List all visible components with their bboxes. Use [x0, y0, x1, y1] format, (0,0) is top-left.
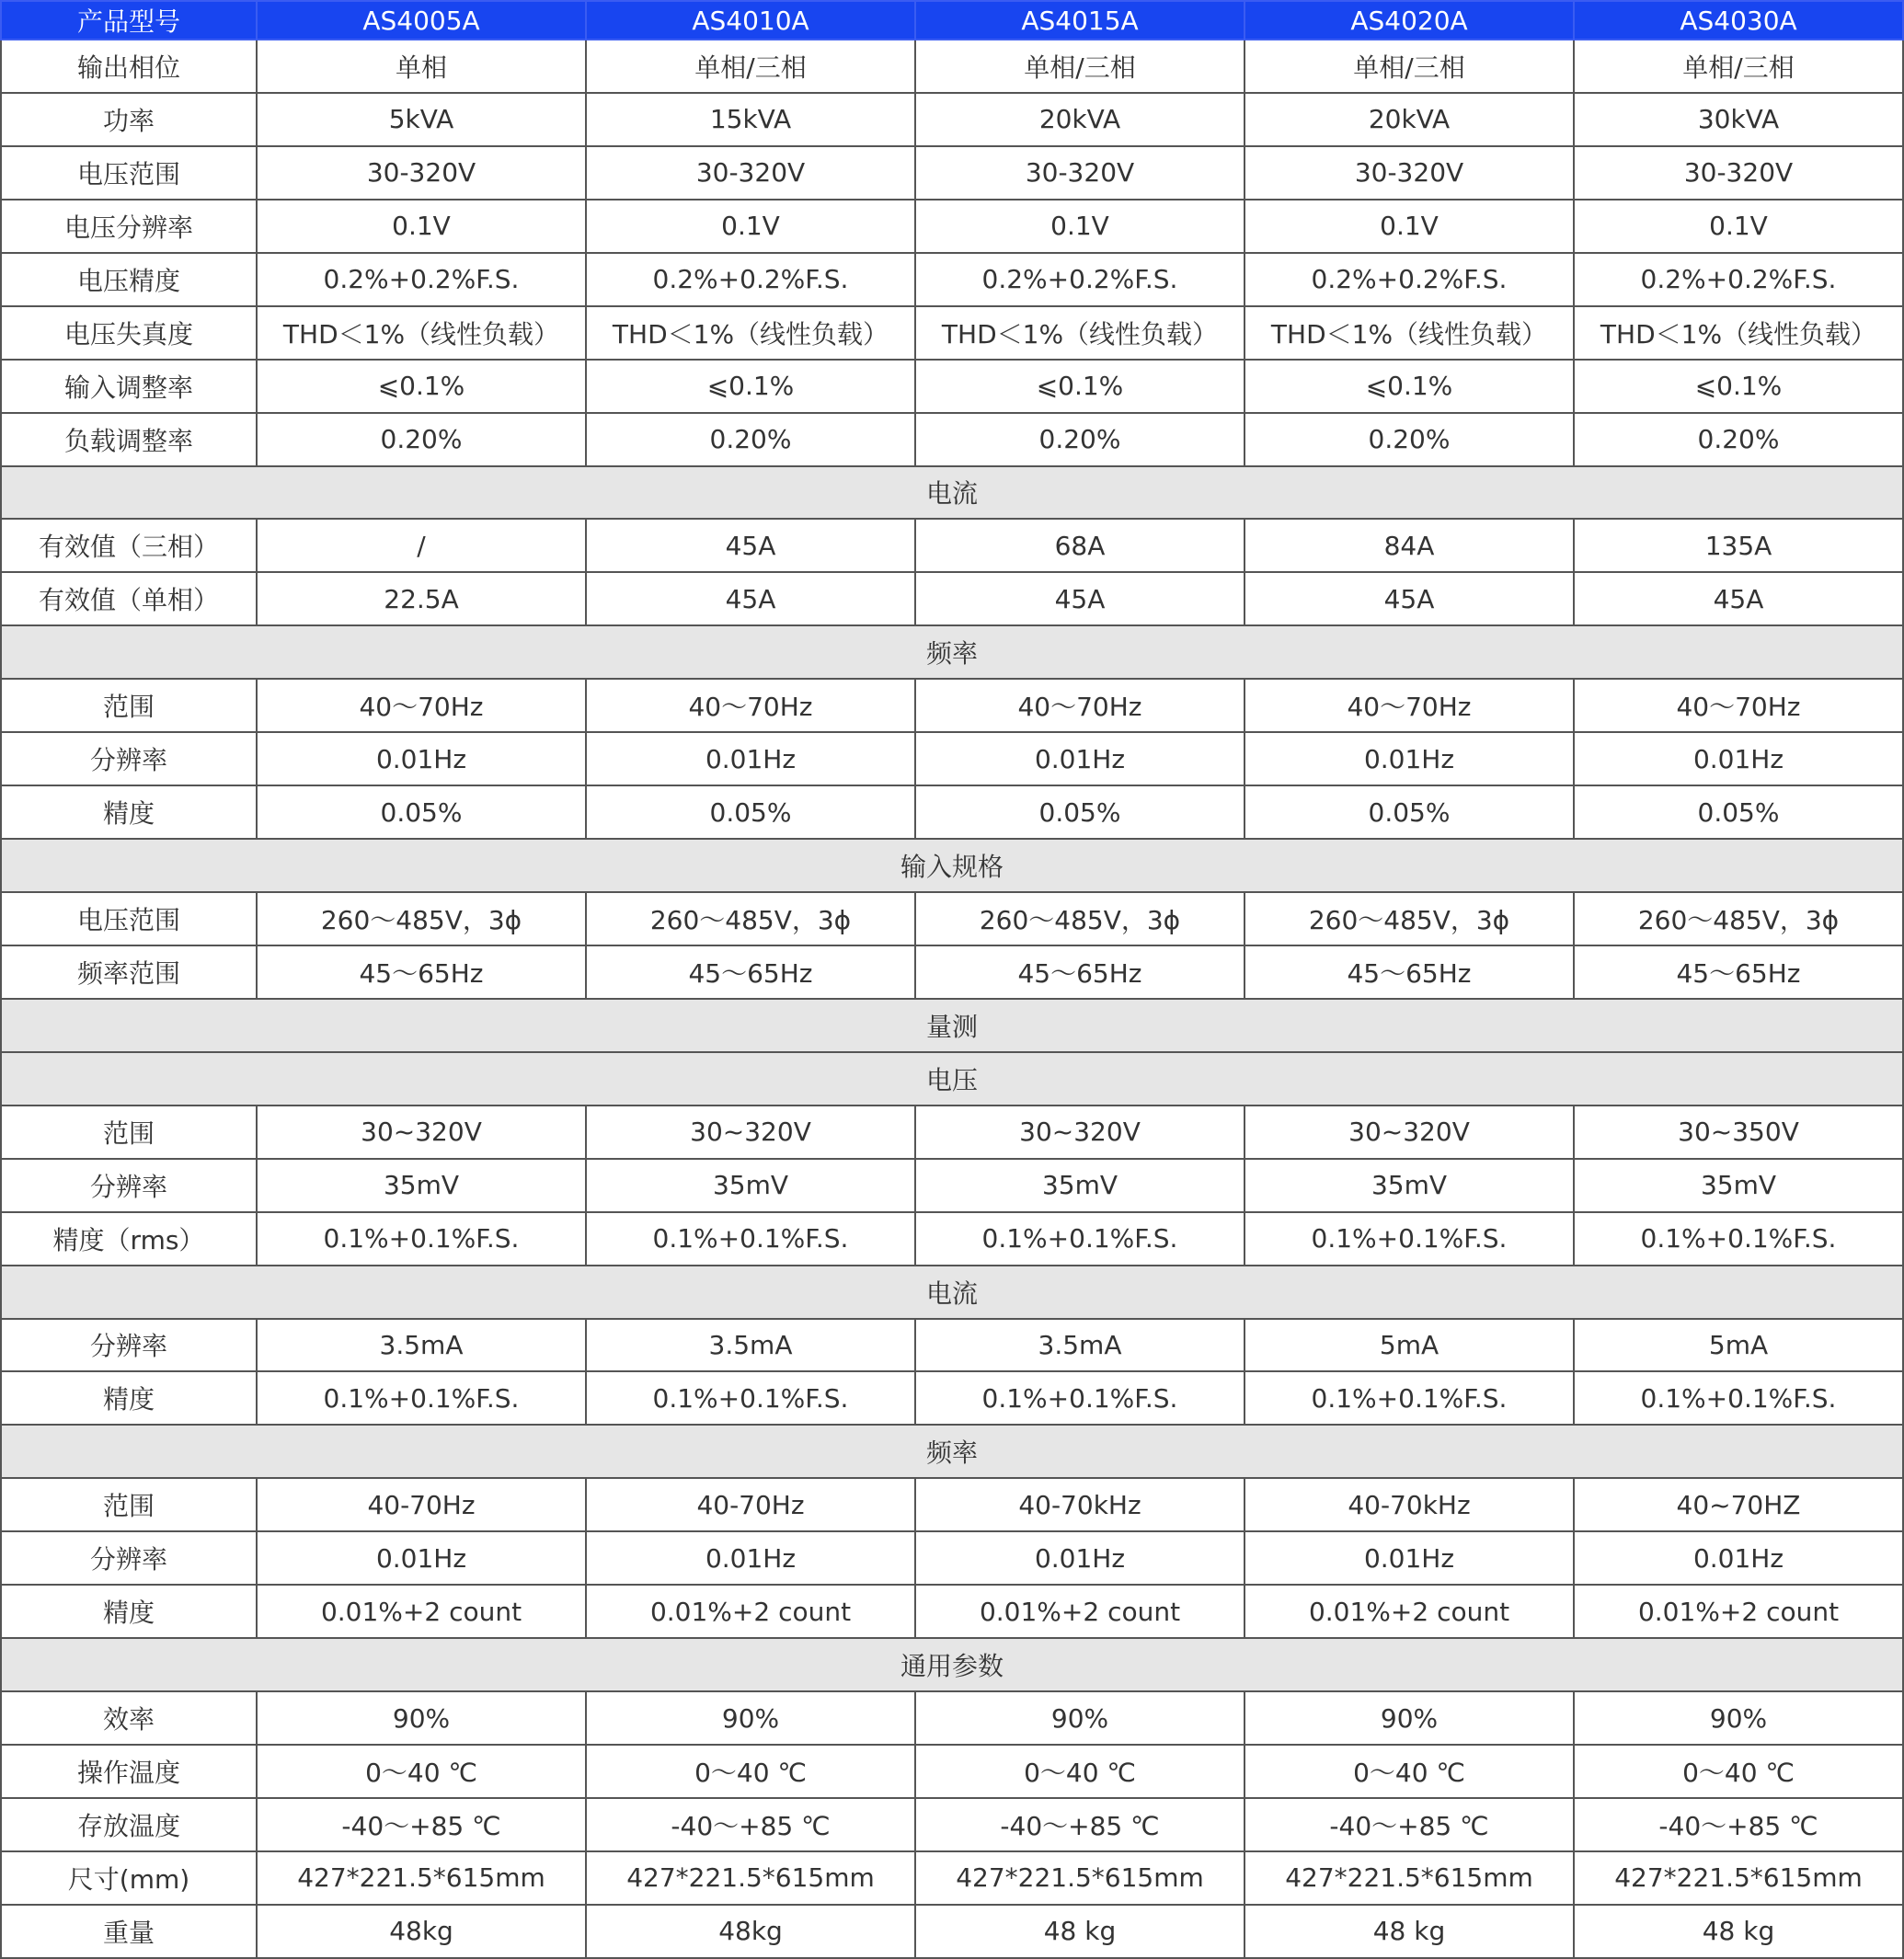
table-cell: 0.1%+0.1%F.S.	[1244, 1371, 1574, 1425]
table-cell: 45～65Hz	[586, 945, 915, 999]
row-label: 输出相位	[1, 40, 257, 93]
row-label: 尺寸(mm)	[1, 1851, 257, 1905]
table-row	[1, 1905, 1903, 1958]
table-cell: 30~320V	[915, 1106, 1244, 1159]
table-cell: 0～40 ℃	[257, 1745, 586, 1798]
table-cell: 0.01Hz	[257, 732, 586, 785]
table-row	[1, 519, 1903, 572]
table-row	[1, 360, 1903, 413]
table-cell: 48kg	[257, 1905, 586, 1958]
table-cell: -40～+85 ℃	[257, 1798, 586, 1851]
table-row	[1, 1745, 1903, 1798]
table-cell: 0.1%+0.1%F.S.	[915, 1371, 1244, 1425]
table-cell: 45A	[915, 572, 1244, 625]
table-cell: 0～40 ℃	[1244, 1745, 1574, 1798]
table-cell: 40-70Hz	[586, 1478, 915, 1531]
table-cell: 427*221.5*615mm	[257, 1851, 586, 1905]
table-cell: 3.5mA	[586, 1319, 915, 1372]
table-cell: THD＜1%（线性负载）	[257, 306, 586, 360]
table-cell: 15kVA	[586, 93, 915, 146]
table-cell: 40～70Hz	[257, 679, 586, 732]
table-cell: 48 kg	[1244, 1905, 1574, 1958]
table-row	[1, 1691, 1903, 1745]
table-cell: 45A	[1574, 572, 1903, 625]
table-cell: 45A	[1244, 572, 1574, 625]
table-cell: 0.2%+0.2%F.S.	[586, 253, 915, 306]
table-cell: 5mA	[1244, 1319, 1574, 1372]
table-cell: 0.01Hz	[1574, 732, 1903, 785]
table-cell: 30-320V	[1574, 146, 1903, 200]
table-cell: ⩽0.1%	[586, 360, 915, 413]
table-cell: 0.01Hz	[1244, 1531, 1574, 1585]
table-cell: 0.1V	[1574, 200, 1903, 253]
table-row	[1, 93, 1903, 146]
table-row	[1, 945, 1903, 999]
table-cell: 3.5mA	[257, 1319, 586, 1372]
row-label: 有效值（单相）	[1, 572, 257, 625]
table-cell: 35mV	[257, 1159, 586, 1212]
table-cell: -40～+85 ℃	[915, 1798, 1244, 1851]
table-row	[1, 413, 1903, 466]
table-cell: 单相/三相	[1574, 40, 1903, 93]
table-cell: 0.2%+0.2%F.S.	[257, 253, 586, 306]
table-cell: 0.01Hz	[586, 1531, 915, 1585]
row-label: 电压精度	[1, 253, 257, 306]
table-cell: 90%	[915, 1691, 1244, 1745]
section-row	[1, 1425, 1903, 1478]
table-cell: ⩽0.1%	[915, 360, 1244, 413]
table-cell: ⩽0.1%	[1244, 360, 1574, 413]
table-cell: THD＜1%（线性负载）	[1244, 306, 1574, 360]
table-cell: 0.01Hz	[586, 732, 915, 785]
table-cell: 48 kg	[1574, 1905, 1903, 1958]
table-row	[1, 40, 1903, 93]
table-cell: 0.20%	[1244, 413, 1574, 466]
table-cell: 68A	[915, 519, 1244, 572]
table-cell: 135A	[1574, 519, 1903, 572]
table-cell: 0.01Hz	[1574, 1531, 1903, 1585]
table-cell: 427*221.5*615mm	[915, 1851, 1244, 1905]
row-label: 范围	[1, 679, 257, 732]
table-row	[1, 679, 1903, 732]
row-label: 精度	[1, 785, 257, 839]
table-cell: 260～485V，3ϕ	[257, 892, 586, 945]
table-header	[1, 1, 1903, 40]
row-label: 分辨率	[1, 732, 257, 785]
row-label: 分辨率	[1, 1531, 257, 1585]
table-cell: 3.5mA	[915, 1319, 1244, 1372]
section-title: 频率	[1, 1425, 1903, 1478]
table-cell: 22.5A	[257, 572, 586, 625]
table-cell: 48kg	[586, 1905, 915, 1958]
table-cell: 0.20%	[915, 413, 1244, 466]
section-title: 量测	[1, 999, 1903, 1052]
row-label: 电压范围	[1, 146, 257, 200]
table-row	[1, 1212, 1903, 1266]
table-cell: 30~320V	[1244, 1106, 1574, 1159]
table-cell: 0.1%+0.1%F.S.	[1574, 1212, 1903, 1266]
table-cell: 0.1V	[586, 200, 915, 253]
table-cell: THD＜1%（线性负载）	[586, 306, 915, 360]
table-row	[1, 1478, 1903, 1531]
table-cell: 0.01Hz	[1244, 732, 1574, 785]
header-cell-model: AS4010A	[586, 1, 915, 40]
table-cell: THD＜1%（线性负载）	[1574, 306, 1903, 360]
header-cell-model: AS4005A	[257, 1, 586, 40]
table-cell: 0.2%+0.2%F.S.	[1244, 253, 1574, 306]
table-cell: 260～485V，3ϕ	[1574, 892, 1903, 945]
table-cell: 0.05%	[1574, 785, 1903, 839]
table-cell: ⩽0.1%	[1574, 360, 1903, 413]
table-cell: 单相	[257, 40, 586, 93]
table-cell: 0.01%+2 count	[257, 1585, 586, 1638]
table-row	[1, 1531, 1903, 1585]
table-cell: 40～70Hz	[915, 679, 1244, 732]
table-cell: 40-70kHz	[915, 1478, 1244, 1531]
row-label: 功率	[1, 93, 257, 146]
table-cell: 0～40 ℃	[1574, 1745, 1903, 1798]
table-cell: 0.1%+0.1%F.S.	[257, 1212, 586, 1266]
section-row	[1, 1638, 1903, 1691]
table-cell: 40～70Hz	[1574, 679, 1903, 732]
table-cell: 48 kg	[915, 1905, 1244, 1958]
table-cell: 90%	[1574, 1691, 1903, 1745]
table-cell: 35mV	[1574, 1159, 1903, 1212]
row-label: 分辨率	[1, 1319, 257, 1372]
table-cell: 0～40 ℃	[586, 1745, 915, 1798]
row-label: 输入调整率	[1, 360, 257, 413]
table-cell: 35mV	[915, 1159, 1244, 1212]
table-cell: 0～40 ℃	[915, 1745, 1244, 1798]
table-row	[1, 1851, 1903, 1905]
table-cell: 0.1%+0.1%F.S.	[1244, 1212, 1574, 1266]
table-cell: -40～+85 ℃	[586, 1798, 915, 1851]
row-label: 范围	[1, 1478, 257, 1531]
table-cell: ⩽0.1%	[257, 360, 586, 413]
section-title: 电压	[1, 1052, 1903, 1106]
table-cell: 0.01Hz	[915, 1531, 1244, 1585]
table-cell: 0.05%	[586, 785, 915, 839]
table-cell: 30-320V	[1244, 146, 1574, 200]
table-cell: 40～70Hz	[1244, 679, 1574, 732]
table-row	[1, 1371, 1903, 1425]
table-row	[1, 892, 1903, 945]
table-cell: 0.01Hz	[257, 1531, 586, 1585]
table-cell: 90%	[586, 1691, 915, 1745]
table-cell: 90%	[257, 1691, 586, 1745]
row-label: 精度	[1, 1371, 257, 1425]
table-row	[1, 785, 1903, 839]
header-cell-model: AS4020A	[1244, 1, 1574, 40]
table-cell: 0.20%	[1574, 413, 1903, 466]
table-cell: 0.20%	[586, 413, 915, 466]
table-cell: 0.05%	[1244, 785, 1574, 839]
table-cell: 45～65Hz	[1574, 945, 1903, 999]
table-cell: 0.01%+2 count	[915, 1585, 1244, 1638]
row-label: 存放温度	[1, 1798, 257, 1851]
row-label: 精度（rms）	[1, 1212, 257, 1266]
section-title: 频率	[1, 625, 1903, 679]
row-label: 电压分辨率	[1, 200, 257, 253]
table-cell: 单相/三相	[586, 40, 915, 93]
table-cell: -40～+85 ℃	[1244, 1798, 1574, 1851]
table-cell: 90%	[1244, 1691, 1574, 1745]
section-row	[1, 999, 1903, 1052]
table-cell: 35mV	[1244, 1159, 1574, 1212]
row-label: 操作温度	[1, 1745, 257, 1798]
section-title: 电流	[1, 1266, 1903, 1319]
row-label: 重量	[1, 1905, 257, 1958]
table-cell: 0.05%	[257, 785, 586, 839]
table-cell: 0.01Hz	[915, 732, 1244, 785]
table-cell: 45～65Hz	[1244, 945, 1574, 999]
table-cell: 0.1%+0.1%F.S.	[586, 1371, 915, 1425]
row-label: 精度	[1, 1585, 257, 1638]
table-cell: 0.1V	[915, 200, 1244, 253]
row-label: 效率	[1, 1691, 257, 1745]
table-cell: 0.2%+0.2%F.S.	[1574, 253, 1903, 306]
table-cell: 427*221.5*615mm	[586, 1851, 915, 1905]
table-body	[1, 40, 1903, 1958]
table-cell: 427*221.5*615mm	[1574, 1851, 1903, 1905]
table-row	[1, 732, 1903, 785]
table-cell: 单相/三相	[1244, 40, 1574, 93]
table-cell: 0.1%+0.1%F.S.	[586, 1212, 915, 1266]
section-title: 通用参数	[1, 1638, 1903, 1691]
table-cell: 30~350V	[1574, 1106, 1903, 1159]
table-cell: 0.20%	[257, 413, 586, 466]
table-cell: 40-70kHz	[1244, 1478, 1574, 1531]
table-cell: 0.1%+0.1%F.S.	[1574, 1371, 1903, 1425]
table-cell: 45～65Hz	[915, 945, 1244, 999]
section-row	[1, 625, 1903, 679]
table-cell: 260～485V，3ϕ	[586, 892, 915, 945]
table-cell: 0.01%+2 count	[1574, 1585, 1903, 1638]
table-cell: 260～485V，3ϕ	[915, 892, 1244, 945]
row-label: 电压失真度	[1, 306, 257, 360]
section-row	[1, 839, 1903, 892]
table-cell: 0.2%+0.2%F.S.	[915, 253, 1244, 306]
section-row	[1, 1266, 1903, 1319]
table-cell: 40～70Hz	[586, 679, 915, 732]
table-cell: 30-320V	[586, 146, 915, 200]
table-cell: 5mA	[1574, 1319, 1903, 1372]
table-cell: 40-70Hz	[257, 1478, 586, 1531]
table-cell: 0.01%+2 count	[586, 1585, 915, 1638]
table-row	[1, 1798, 1903, 1851]
table-row	[1, 1319, 1903, 1372]
table-cell: 20kVA	[915, 93, 1244, 146]
table-cell: 30-320V	[257, 146, 586, 200]
section-row	[1, 466, 1903, 520]
table-cell: 45A	[586, 519, 915, 572]
table-cell: 84A	[1244, 519, 1574, 572]
section-title: 输入规格	[1, 839, 1903, 892]
table-cell: -40～+85 ℃	[1574, 1798, 1903, 1851]
table-cell: 260～485V，3ϕ	[1244, 892, 1574, 945]
header-cell-model: AS4030A	[1574, 1, 1903, 40]
table-cell: 30kVA	[1574, 93, 1903, 146]
table-row	[1, 1106, 1903, 1159]
row-label: 负载调整率	[1, 413, 257, 466]
row-label: 频率范围	[1, 945, 257, 999]
table-row	[1, 253, 1903, 306]
table-row	[1, 200, 1903, 253]
table-row	[1, 146, 1903, 200]
table-row	[1, 1159, 1903, 1212]
table-cell: 45～65Hz	[257, 945, 586, 999]
header-cell-model: AS4015A	[915, 1, 1244, 40]
table-cell: THD＜1%（线性负载）	[915, 306, 1244, 360]
table-cell: 单相/三相	[915, 40, 1244, 93]
table-cell: 0.1V	[257, 200, 586, 253]
table-cell: 0.05%	[915, 785, 1244, 839]
table-cell: 40~70HZ	[1574, 1478, 1903, 1531]
section-row	[1, 1052, 1903, 1106]
table-cell: 45A	[586, 572, 915, 625]
table-cell: /	[257, 519, 586, 572]
header-cell-model-label: 产品型号	[1, 1, 257, 40]
table-cell: 0.01%+2 count	[1244, 1585, 1574, 1638]
table-cell: 20kVA	[1244, 93, 1574, 146]
section-title: 电流	[1, 466, 1903, 520]
table-cell: 0.1V	[1244, 200, 1574, 253]
table-cell: 0.1%+0.1%F.S.	[257, 1371, 586, 1425]
table-cell: 30-320V	[915, 146, 1244, 200]
row-label: 分辨率	[1, 1159, 257, 1212]
row-label: 范围	[1, 1106, 257, 1159]
table-cell: 0.1%+0.1%F.S.	[915, 1212, 1244, 1266]
table-cell: 5kVA	[257, 93, 586, 146]
row-label: 电压范围	[1, 892, 257, 945]
table-cell: 30~320V	[257, 1106, 586, 1159]
table-cell: 35mV	[586, 1159, 915, 1212]
table-row	[1, 1585, 1903, 1638]
table-row	[1, 306, 1903, 360]
table-row	[1, 572, 1903, 625]
header-row	[1, 1, 1903, 40]
row-label: 有效值（三相）	[1, 519, 257, 572]
table-cell: 427*221.5*615mm	[1244, 1851, 1574, 1905]
table-cell: 30~320V	[586, 1106, 915, 1159]
